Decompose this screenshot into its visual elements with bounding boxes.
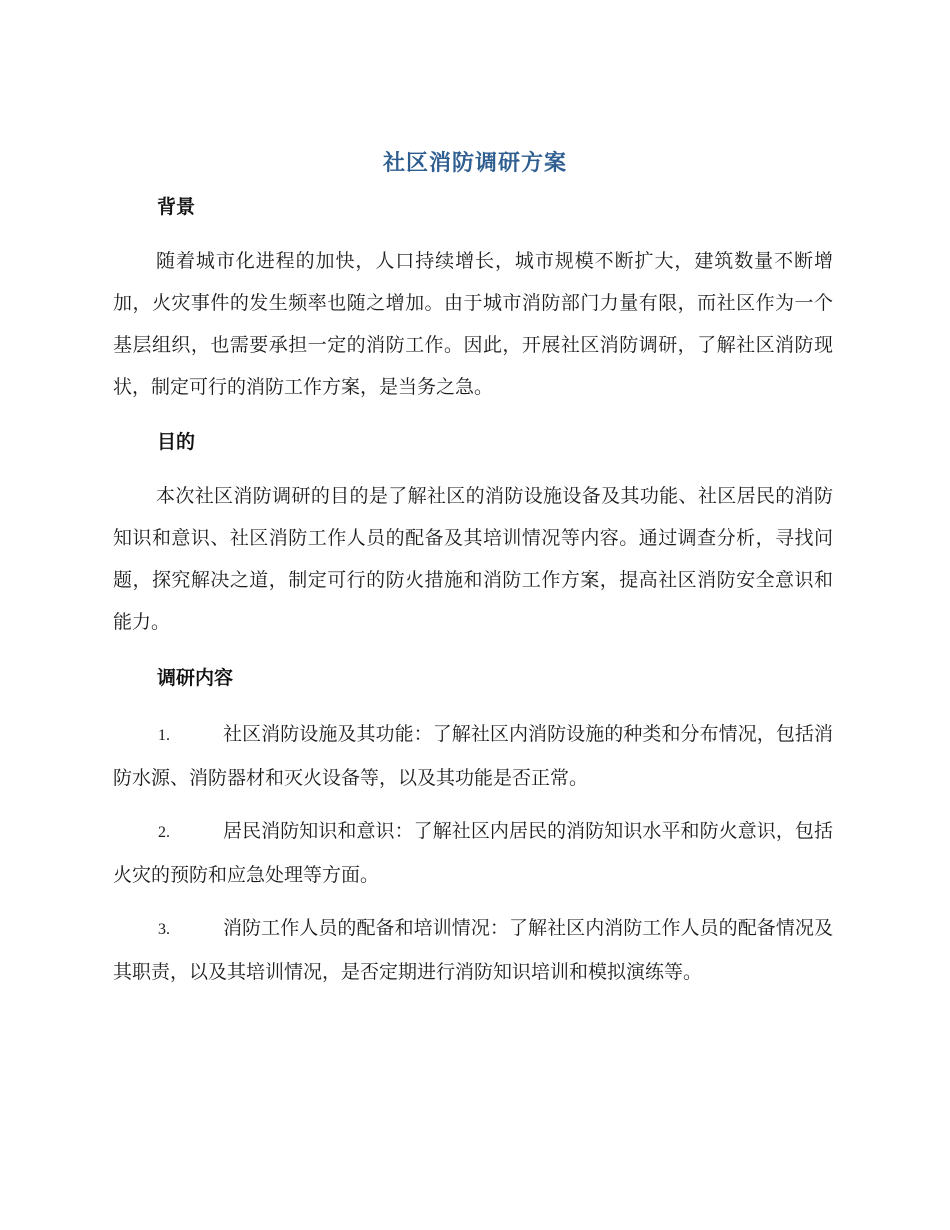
list-item <box>113 907 833 993</box>
list-item-text: 居民消防知识和意识：了解社区内居民的消防知识水平和防火意识，包括火灾的预防和应急处理等方面。 <box>113 820 833 886</box>
document-title: 社区消防调研方案 <box>382 151 567 176</box>
list-item-number: 1. <box>158 727 170 744</box>
list-item-number: 3. <box>158 921 170 938</box>
section-heading-purpose: 目的 <box>157 431 196 453</box>
section-paragraph-background: 随着城市化进程的加快，人口持续增长，城市规模不断扩大，建筑数量不断增加，火灾事件的发生频率也随之增加。由于城市消防部门力量有限，而社区作为一个基层组织，也需要承担一定的消防工作。因此，开展社区消防调研，了解社区消防现状，制定可行的消防工作方案，是当务之急。 <box>113 250 833 398</box>
list-item-number: 2. <box>158 824 170 841</box>
list-item <box>113 810 833 896</box>
list-item <box>113 713 833 799</box>
section-heading-research-content: 调研内容 <box>157 667 234 689</box>
list-item-text: 社区消防设施及其功能：了解社区内消防设施的种类和分布情况，包括消防水源、消防器材和灭火设备等，以及其功能是否正常。 <box>113 723 833 789</box>
section-heading-background: 背景 <box>157 196 196 218</box>
section-paragraph-purpose: 本次社区消防调研的目的是了解社区的消防设施设备及其功能、社区居民的消防知识和意识、社区消防工作人员的配备及其培训情况等内容。通过调查分析，寻找问题，探究解决之道，制定可行的防火措施和消防工作方案，提高社区消防安全意识和能力。 <box>113 485 833 633</box>
list-item-text: 消防工作人员的配备和培训情况：了解社区内消防工作人员的配备情况及其职责，以及其培训情况，是否定期进行消防知识培训和模拟演练等。 <box>113 917 833 983</box>
